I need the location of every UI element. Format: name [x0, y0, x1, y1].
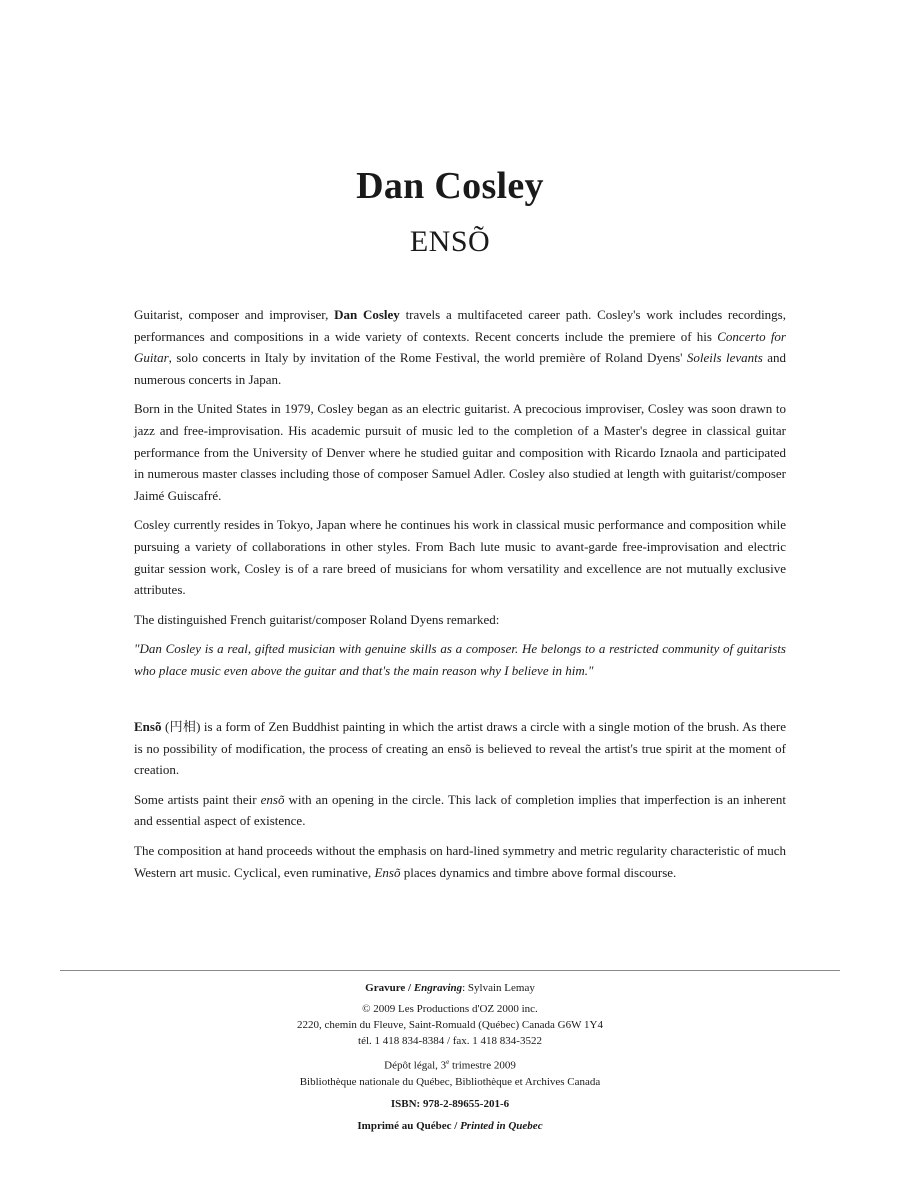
publisher-address: 2220, chemin du Fleuve, Saint-Romuald (Québec) Canada G6W 1Y4	[297, 1019, 603, 1031]
work-title: ENSÕ	[409, 225, 491, 258]
enso-term: Ensõ	[134, 719, 162, 734]
concerto-title: Concerto for Guitar	[134, 328, 786, 366]
bio-paragraph-4: The distinguished French guitarist/composer Roland Dyens remarked:	[134, 611, 500, 627]
bio-name: Dan Cosley	[334, 307, 400, 322]
enso-paragraph-3: The composition at hand proceeds without the emphasis on hard-lined symmetry and metric regularity characteristic of much Western art music. Cyclical, even ruminative, Ensõ places dynamics and timbre above formal discourse.	[134, 842, 786, 880]
publisher-phone: tél. 1 418 834-8384 / fax. 1 418 834-3522	[358, 1035, 542, 1047]
publication-credits	[0, 980, 900, 1134]
enso-kanji: (円相)	[164, 719, 201, 734]
engraving-credit: Gravure / Engraving: Sylvain Lemay	[365, 982, 535, 994]
libraries-line: Bibliothèque nationale du Québec, Bibliothèque et Archives Canada	[299, 1075, 601, 1088]
enso-paragraph-1: Ensõ (円相) is a form of Zen Buddhist painting in which the artist draws a circle with a single motion of the brush. As there is no possibility of modification, the process of creating an ensõ is believed to reveal the artist's true spirit at the moment of creation.	[134, 719, 787, 778]
footer-divider	[60, 970, 840, 971]
bio-paragraph-2: Born in the United States in 1979, Cosley began as an electric guitarist. A precocious improviser, Cosley was soon drawn to jazz and free-improvisation. His academic pursuit of music led to the completion of a Master's degree in classical guitar performance from the University of Denver where he studied guitar and composition with Ricardo Iznaola and participated in numerous master classes including those of composer Samuel Adler. Cosley also studied at length with guitarist/composer Jaimé Guiscafré.	[134, 401, 786, 503]
enso-paragraph-2: Some artists paint their ensõ with an opening in the circle. This lack of completion implies that imperfection is an inherent and essential aspect of existence.	[134, 791, 787, 829]
composer-name: Dan Cosley	[356, 165, 544, 207]
legal-deposit: Dépôt légal, 3e trimestre 2009	[384, 1058, 516, 1072]
soleils-title: Soleils levants	[686, 350, 763, 366]
printed-in: Imprimé au Québec / Printed in Quebec	[357, 1119, 543, 1132]
dyens-quote: "Dan Cosley is a real, gifted musician with genuine skills as a composer. He belongs to a restricted community of guitarists who place music even above the guitar and that's the main reason why I believe in him."	[134, 641, 786, 678]
copyright-line: © 2009 Les Productions d'OZ 2000 inc.	[362, 1003, 538, 1015]
isbn: ISBN: 978-2-89655-201-6	[390, 1097, 510, 1110]
bio-paragraph-1: Guitarist, composer and improviser, Dan Cosley travels a multifaceted career path. Cosley's work includes recordings, performances and compositions in a wide variety of contexts. Recent concerts include the premiere of his Concerto for Guitar, solo concerts in Italy by invitation of the Rome Festival, the world première of Roland Dyens' Soleils levants and numerous concerts in Japan.	[134, 307, 786, 387]
biography-section	[134, 304, 786, 690]
bio-paragraph-3: Cosley currently resides in Tokyo, Japan where he continues his work in classical music performance and composition while pursuing a variety of collaborations in other styles. From Bach lute music to avant-garde free-improvisation and electric guitar session work, Cosley is of a rare breed of musicians for whom versatility and excellence are not mutually exclusive attributes.	[134, 517, 786, 598]
enso-section	[134, 716, 786, 891]
